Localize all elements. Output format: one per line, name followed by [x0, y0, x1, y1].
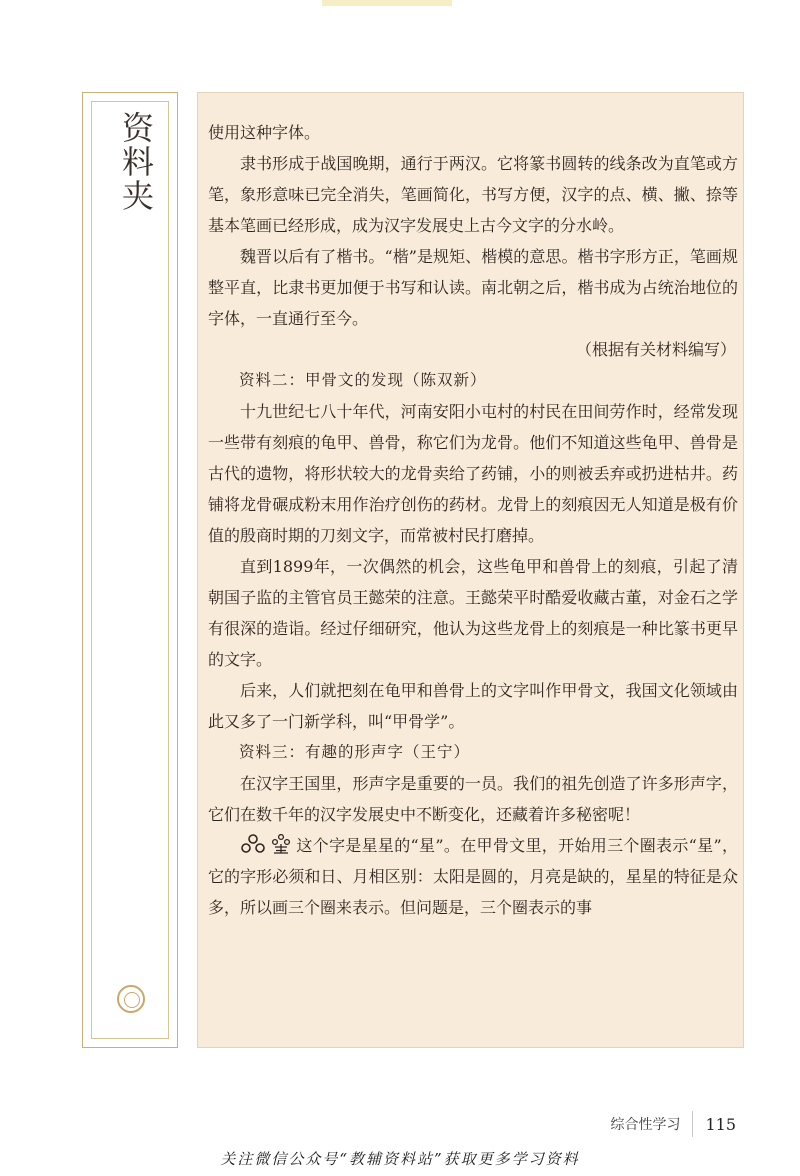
- top-decoration: [322, 0, 452, 6]
- sidebar-panel: [82, 92, 178, 1048]
- paragraph: 后来，人们就把刻在龟甲和兽骨上的文字叫作甲骨文，我国文化领域由此又多了一门新学科，叫“甲骨学”。: [208, 681, 738, 731]
- paragraph: 十九世纪七八十年代，河南安阳小屯村的村民在田间劳作时，经常发现一些带有刻痕的龟甲、兽骨，称它们为龙骨。他们不知道这些龟甲、兽骨是古代的遗物，将形状较大的龙骨卖给了药铺，小的则被丢弃或扔进枯井。药铺将龙骨碾成粉末用作治疗创伤的药材。龙骨上的刻痕因无人知道是极有价值的殷商时期的刀刻文字，而常被村民打磨掉。: [208, 402, 738, 545]
- ring-ornament-icon: [117, 985, 145, 1013]
- watermark-text: 关注微信公众号“教辅资料站”获取更多学习资料: [220, 1150, 580, 1168]
- section-heading: 资料二：甲骨文的发现（陈双新）: [239, 371, 487, 389]
- paragraph-with-glyphs: [208, 830, 738, 923]
- page-number: 115: [705, 1114, 736, 1134]
- section-heading: 资料三：有趣的形声字（王宁）: [239, 743, 471, 761]
- paragraph: 隶书形成于战国晚期，通行于两汉。它将篆书圆转的线条改为直笔或方笔，象形意味已完全消失，笔画简化，书写方便，汉字的点、横、撇、捺等基本笔画已经形成，成为汉字发展史上古今文字的分水岭。: [208, 154, 738, 235]
- footer-divider: [692, 1111, 693, 1137]
- sidebar-inner-border: [91, 101, 169, 1039]
- content-box: [197, 92, 744, 1048]
- seal-star-glyph-icon: [270, 834, 292, 854]
- paragraph: 直到1899年，一次偶然的机会，这些龟甲和兽骨上的刻痕，引起了清朝国子监的主管官员王懿荣的注意。王懿荣平时酷爱收藏古董，对金石之学有很深的造诣。经过仔细研究，他认为这些龙骨上的刻痕是一种比篆书更早的文字。: [208, 557, 738, 669]
- sidebar-title: 资料夹: [117, 111, 155, 213]
- page-footer: [610, 1111, 736, 1137]
- paragraph: 魏晋以后有了楷书。“楷”是规矩、楷模的意思。楷书字形方正，笔画规整平直，比隶书更加便于书写和认读。南北朝之后，楷书成为占统治地位的字体，一直通行至今。: [208, 247, 738, 328]
- footer-section-label: 综合性学习: [610, 1117, 681, 1133]
- article-body: [208, 117, 738, 923]
- paragraph: 使用这种字体。: [208, 123, 321, 142]
- source-note: （根据有关材料编写）: [575, 340, 736, 359]
- paragraph: 在汉字王国里，形声字是重要的一员。我们的祖先创造了许多形声字，它们在数千年的汉字发展史中不断变化，还藏着许多秘密呢！: [208, 774, 738, 824]
- oracle-star-glyph-icon: [240, 834, 266, 854]
- paragraph-text: 这个字是星星的“星”。在甲骨文里，开始用三个圈表示“星”，它的字形必须和日、月相区别：太阳是圆的，月亮是缺的，星星的特征是众多，所以画三个圈来表示。但问题是，三个圈表示的事: [208, 836, 738, 917]
